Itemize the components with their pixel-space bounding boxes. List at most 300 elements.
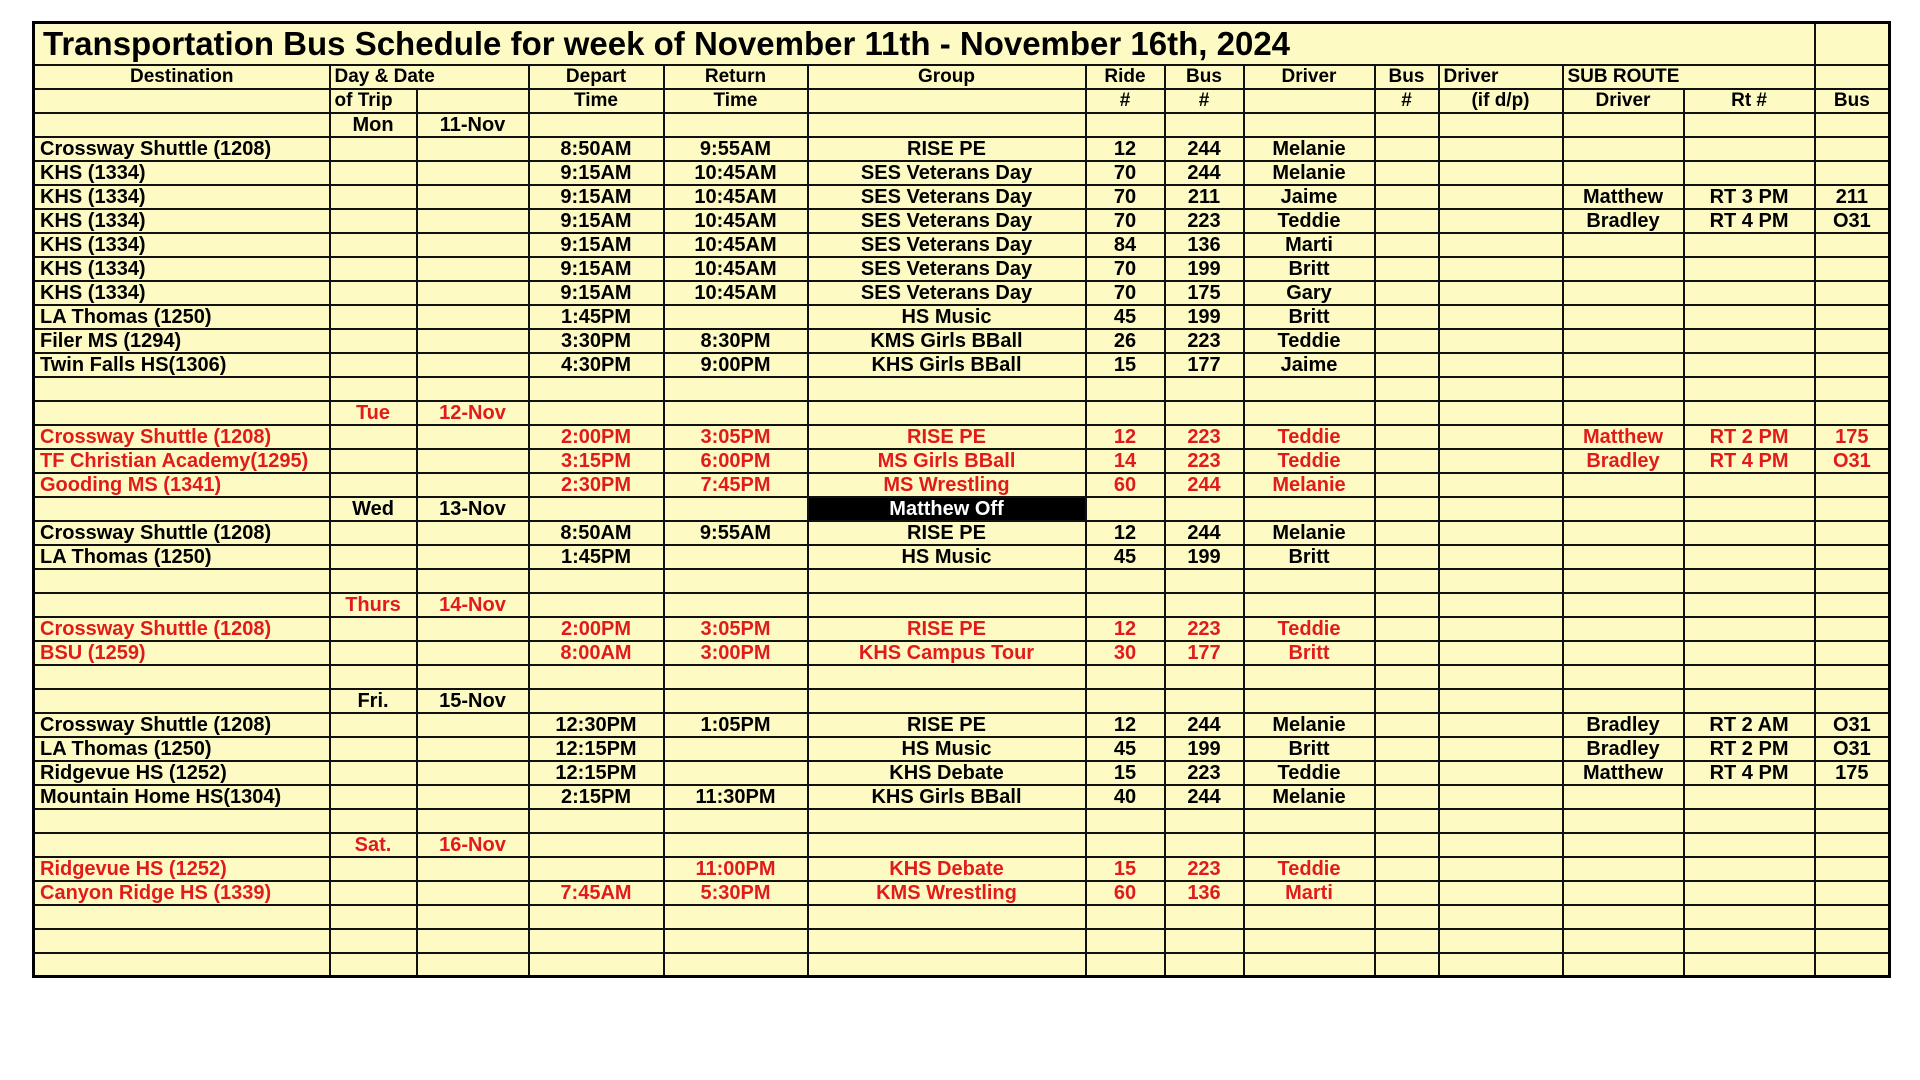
cell-sub-driver [1563, 617, 1684, 641]
cell-driver-2 [1439, 353, 1563, 377]
cell-destination-blank [34, 689, 330, 713]
cell-ride: 84 [1086, 233, 1165, 257]
cell-driver-2 [1439, 425, 1563, 449]
cell-sub-bus [1815, 329, 1890, 353]
trip-row [34, 161, 1890, 185]
spacer-row [34, 377, 1890, 401]
cell-day [330, 209, 417, 233]
cell-sub-driver-blank [1563, 569, 1684, 593]
cell-bus-2 [1375, 257, 1439, 281]
cell-sub-rt [1684, 641, 1815, 665]
cell-return: 11:00PM [664, 857, 808, 881]
cell-driver-2-blank [1439, 377, 1563, 401]
cell-driver-blank [1244, 905, 1375, 929]
cell-sub-rt: RT 4 PM [1684, 761, 1815, 785]
cell-depart: 12:30PM [529, 713, 664, 737]
cell-driver: Gary [1244, 281, 1375, 305]
cell-ride-blank [1086, 401, 1165, 425]
cell-driver-2 [1439, 185, 1563, 209]
cell-sub-driver: Bradley [1563, 449, 1684, 473]
cell-destination-blank [34, 809, 330, 833]
schedule-table [32, 21, 1891, 978]
cell-date [417, 209, 529, 233]
cell-driver: Melanie [1244, 713, 1375, 737]
cell-group: SES Veterans Day [808, 161, 1086, 185]
cell-group-blank [808, 929, 1086, 953]
header-row-2 [34, 89, 1890, 113]
cell-destination: Crossway Shuttle (1208) [34, 617, 330, 641]
cell-day [330, 617, 417, 641]
cell-sub-rt-blank [1684, 569, 1815, 593]
cell-depart: 9:15AM [529, 257, 664, 281]
cell-destination: Crossway Shuttle (1208) [34, 425, 330, 449]
cell-sub-driver [1563, 257, 1684, 281]
cell-group: SES Veterans Day [808, 185, 1086, 209]
cell-destination-blank [34, 497, 330, 521]
cell-sub-driver: Bradley [1563, 737, 1684, 761]
schedule-title: Transportation Bus Schedule for week of November 11th - November 16th, 2024 [34, 23, 1815, 65]
cell-date [417, 425, 529, 449]
cell-driver-2-blank [1439, 953, 1563, 977]
cell-sub-bus-blank [1815, 905, 1890, 929]
cell-group: RISE PE [808, 425, 1086, 449]
cell-sub-rt [1684, 233, 1815, 257]
date-label: 12-Nov [417, 401, 529, 425]
day-header-row [34, 401, 1890, 425]
cell-driver-blank [1244, 833, 1375, 857]
cell-bus: 244 [1165, 161, 1244, 185]
cell-sub-driver-blank [1563, 113, 1684, 137]
day-label: Thurs [330, 593, 417, 617]
cell-driver: Teddie [1244, 449, 1375, 473]
cell-bus: 136 [1165, 233, 1244, 257]
header-blank-3 [808, 89, 1086, 113]
cell-depart-blank [529, 401, 664, 425]
cell-driver-2 [1439, 785, 1563, 809]
cell-driver: Britt [1244, 641, 1375, 665]
cell-day [330, 425, 417, 449]
cell-bus-2 [1375, 857, 1439, 881]
cell-sub-driver [1563, 473, 1684, 497]
cell-depart: 1:45PM [529, 305, 664, 329]
cell-ride-blank [1086, 593, 1165, 617]
cell-bus-2-blank [1375, 833, 1439, 857]
bus-schedule-sheet [32, 21, 1888, 1041]
cell-sub-driver-blank [1563, 665, 1684, 689]
cell-sub-rt-blank [1684, 377, 1815, 401]
day-label: Mon [330, 113, 417, 137]
day-header-row [34, 689, 1890, 713]
cell-sub-bus: O31 [1815, 713, 1890, 737]
cell-sub-driver-blank [1563, 905, 1684, 929]
cell-return-blank [664, 401, 808, 425]
cell-sub-rt [1684, 545, 1815, 569]
cell-date-blank [417, 905, 529, 929]
cell-bus-2 [1375, 329, 1439, 353]
cell-bus-blank [1165, 569, 1244, 593]
cell-sub-driver-blank [1563, 809, 1684, 833]
cell-bus: 244 [1165, 473, 1244, 497]
cell-depart: 9:15AM [529, 185, 664, 209]
cell-driver: Jaime [1244, 353, 1375, 377]
cell-return-blank [664, 689, 808, 713]
cell-depart-blank [529, 377, 664, 401]
cell-driver-blank [1244, 665, 1375, 689]
cell-day [330, 641, 417, 665]
cell-ride-blank [1086, 809, 1165, 833]
empty-row [34, 905, 1890, 929]
header-return: Return [664, 65, 808, 89]
date-label: 14-Nov [417, 593, 529, 617]
cell-sub-driver: Bradley [1563, 713, 1684, 737]
cell-driver: Melanie [1244, 785, 1375, 809]
cell-group: SES Veterans Day [808, 281, 1086, 305]
cell-date [417, 617, 529, 641]
header-group: Group [808, 65, 1086, 89]
cell-sub-driver-blank [1563, 833, 1684, 857]
cell-driver-2 [1439, 137, 1563, 161]
cell-return: 10:45AM [664, 209, 808, 233]
spacer-row [34, 569, 1890, 593]
cell-bus: 244 [1165, 521, 1244, 545]
header-ride-number: # [1086, 89, 1165, 113]
cell-day-blank [330, 665, 417, 689]
cell-destination: Crossway Shuttle (1208) [34, 713, 330, 737]
cell-ride: 70 [1086, 209, 1165, 233]
cell-date [417, 233, 529, 257]
cell-ride: 45 [1086, 737, 1165, 761]
cell-group-blank [808, 833, 1086, 857]
cell-day-blank [330, 377, 417, 401]
cell-sub-driver-blank [1563, 401, 1684, 425]
spacer-row [34, 809, 1890, 833]
header-driver-2: Driver [1439, 65, 1563, 89]
cell-driver-blank [1244, 113, 1375, 137]
cell-sub-rt-blank [1684, 665, 1815, 689]
cell-group-blank [808, 809, 1086, 833]
cell-bus-2 [1375, 161, 1439, 185]
empty-row [34, 929, 1890, 953]
cell-bus: 199 [1165, 257, 1244, 281]
cell-return-blank [664, 593, 808, 617]
cell-bus: 177 [1165, 641, 1244, 665]
cell-bus-blank [1165, 689, 1244, 713]
cell-return: 10:45AM [664, 281, 808, 305]
cell-depart: 3:15PM [529, 449, 664, 473]
cell-ride: 70 [1086, 161, 1165, 185]
trip-row [34, 761, 1890, 785]
cell-destination: Twin Falls HS(1306) [34, 353, 330, 377]
cell-destination: KHS (1334) [34, 233, 330, 257]
day-note: Matthew Off [808, 497, 1086, 521]
cell-destination: LA Thomas (1250) [34, 545, 330, 569]
cell-sub-rt-blank [1684, 905, 1815, 929]
cell-bus-2-blank [1375, 497, 1439, 521]
cell-bus-2 [1375, 545, 1439, 569]
cell-bus-blank [1165, 593, 1244, 617]
cell-destination-blank [34, 665, 330, 689]
cell-group-blank [808, 689, 1086, 713]
cell-return: 6:00PM [664, 449, 808, 473]
cell-driver: Teddie [1244, 617, 1375, 641]
cell-driver-2 [1439, 761, 1563, 785]
cell-date [417, 161, 529, 185]
cell-ride: 70 [1086, 185, 1165, 209]
cell-bus-2 [1375, 761, 1439, 785]
cell-bus-2-blank [1375, 569, 1439, 593]
cell-date [417, 281, 529, 305]
cell-driver-2-blank [1439, 497, 1563, 521]
cell-bus-blank [1165, 497, 1244, 521]
cell-bus-blank [1165, 953, 1244, 977]
cell-sub-bus-blank [1815, 953, 1890, 977]
cell-driver-blank [1244, 929, 1375, 953]
cell-bus-2-blank [1375, 377, 1439, 401]
cell-date [417, 881, 529, 905]
cell-sub-rt-blank [1684, 593, 1815, 617]
cell-driver-2 [1439, 305, 1563, 329]
cell-date [417, 857, 529, 881]
cell-driver-2 [1439, 641, 1563, 665]
cell-date [417, 305, 529, 329]
cell-day [330, 137, 417, 161]
day-label: Sat. [330, 833, 417, 857]
cell-group: HS Music [808, 545, 1086, 569]
cell-ride: 60 [1086, 473, 1165, 497]
cell-day [330, 545, 417, 569]
cell-sub-rt [1684, 785, 1815, 809]
cell-sub-rt: RT 4 PM [1684, 449, 1815, 473]
cell-driver: Melanie [1244, 521, 1375, 545]
cell-bus-2-blank [1375, 665, 1439, 689]
header-blank-2 [417, 89, 529, 113]
cell-bus-blank [1165, 665, 1244, 689]
cell-sub-rt [1684, 617, 1815, 641]
trip-row [34, 545, 1890, 569]
cell-sub-rt: RT 2 AM [1684, 713, 1815, 737]
cell-day [330, 785, 417, 809]
cell-return: 10:45AM [664, 257, 808, 281]
cell-sub-bus [1815, 161, 1890, 185]
cell-driver-2 [1439, 881, 1563, 905]
day-label: Fri. [330, 689, 417, 713]
cell-depart-blank [529, 689, 664, 713]
cell-group: KHS Girls BBall [808, 785, 1086, 809]
cell-sub-bus-blank [1815, 569, 1890, 593]
cell-sub-driver-blank [1563, 497, 1684, 521]
cell-driver-2 [1439, 521, 1563, 545]
cell-depart-blank [529, 569, 664, 593]
cell-sub-driver [1563, 857, 1684, 881]
cell-bus-2 [1375, 881, 1439, 905]
cell-driver-blank [1244, 401, 1375, 425]
cell-sub-bus-blank [1815, 113, 1890, 137]
cell-day [330, 521, 417, 545]
cell-sub-bus [1815, 785, 1890, 809]
cell-return: 10:45AM [664, 233, 808, 257]
cell-destination: LA Thomas (1250) [34, 305, 330, 329]
trip-row [34, 521, 1890, 545]
cell-destination: Ridgevue HS (1252) [34, 857, 330, 881]
cell-driver: Teddie [1244, 761, 1375, 785]
cell-group: HS Music [808, 737, 1086, 761]
cell-sub-driver [1563, 329, 1684, 353]
cell-sub-bus-blank [1815, 929, 1890, 953]
cell-driver: Jaime [1244, 185, 1375, 209]
cell-bus-2 [1375, 449, 1439, 473]
cell-day [330, 449, 417, 473]
cell-depart: 9:15AM [529, 209, 664, 233]
cell-sub-driver [1563, 137, 1684, 161]
header-ride: Ride [1086, 65, 1165, 89]
cell-driver: Britt [1244, 737, 1375, 761]
cell-bus-blank [1165, 401, 1244, 425]
cell-bus: 223 [1165, 425, 1244, 449]
cell-sub-bus [1815, 521, 1890, 545]
cell-depart: 2:30PM [529, 473, 664, 497]
cell-ride-blank [1086, 113, 1165, 137]
cell-bus-2 [1375, 641, 1439, 665]
cell-sub-rt-blank [1684, 497, 1815, 521]
cell-return-blank [664, 665, 808, 689]
cell-bus: 175 [1165, 281, 1244, 305]
cell-driver-2 [1439, 857, 1563, 881]
cell-ride: 12 [1086, 617, 1165, 641]
cell-driver-2-blank [1439, 401, 1563, 425]
cell-sub-rt-blank [1684, 809, 1815, 833]
cell-sub-driver: Matthew [1563, 425, 1684, 449]
cell-driver: Melanie [1244, 137, 1375, 161]
cell-group-blank [808, 593, 1086, 617]
cell-group: SES Veterans Day [808, 209, 1086, 233]
cell-destination: Filer MS (1294) [34, 329, 330, 353]
cell-sub-rt [1684, 305, 1815, 329]
cell-bus-2-blank [1375, 401, 1439, 425]
cell-driver: Marti [1244, 881, 1375, 905]
cell-group: MS Girls BBall [808, 449, 1086, 473]
cell-date [417, 641, 529, 665]
cell-ride: 12 [1086, 521, 1165, 545]
cell-destination-blank [34, 401, 330, 425]
cell-sub-driver-blank [1563, 929, 1684, 953]
cell-bus-2 [1375, 425, 1439, 449]
cell-depart-blank [529, 953, 664, 977]
trip-row [34, 209, 1890, 233]
cell-group-blank [808, 401, 1086, 425]
cell-sub-driver [1563, 545, 1684, 569]
cell-group-blank [808, 113, 1086, 137]
cell-destination: Crossway Shuttle (1208) [34, 521, 330, 545]
cell-group-blank [808, 665, 1086, 689]
cell-depart: 2:00PM [529, 425, 664, 449]
cell-sub-rt [1684, 329, 1815, 353]
cell-sub-bus: O31 [1815, 737, 1890, 761]
cell-destination-blank [34, 929, 330, 953]
cell-bus-2-blank [1375, 593, 1439, 617]
cell-day-blank [330, 929, 417, 953]
cell-bus-2 [1375, 713, 1439, 737]
cell-group: RISE PE [808, 521, 1086, 545]
cell-day [330, 713, 417, 737]
cell-bus-2-blank [1375, 905, 1439, 929]
cell-sub-bus [1815, 281, 1890, 305]
cell-depart: 4:30PM [529, 353, 664, 377]
cell-ride: 15 [1086, 857, 1165, 881]
cell-day [330, 881, 417, 905]
cell-group: RISE PE [808, 137, 1086, 161]
cell-sub-bus [1815, 137, 1890, 161]
cell-ride: 15 [1086, 353, 1165, 377]
cell-date-blank [417, 953, 529, 977]
cell-driver-2 [1439, 161, 1563, 185]
cell-driver: Teddie [1244, 209, 1375, 233]
cell-sub-driver [1563, 353, 1684, 377]
header-sub-driver: Driver [1563, 89, 1684, 113]
cell-bus-2 [1375, 305, 1439, 329]
cell-sub-bus [1815, 257, 1890, 281]
cell-sub-bus [1815, 881, 1890, 905]
cell-driver: Britt [1244, 545, 1375, 569]
cell-ride-blank [1086, 665, 1165, 689]
cell-sub-rt [1684, 521, 1815, 545]
cell-date-blank [417, 377, 529, 401]
cell-ride: 60 [1086, 881, 1165, 905]
cell-driver-2-blank [1439, 905, 1563, 929]
cell-date [417, 713, 529, 737]
trip-row [34, 785, 1890, 809]
cell-sub-driver [1563, 233, 1684, 257]
cell-date [417, 521, 529, 545]
date-label: 11-Nov [417, 113, 529, 137]
cell-bus: 244 [1165, 137, 1244, 161]
cell-driver-2-blank [1439, 809, 1563, 833]
cell-destination: Mountain Home HS(1304) [34, 785, 330, 809]
trip-row [34, 329, 1890, 353]
cell-destination-blank [34, 953, 330, 977]
cell-driver-2 [1439, 257, 1563, 281]
cell-driver-blank [1244, 953, 1375, 977]
date-label: 16-Nov [417, 833, 529, 857]
cell-driver-2 [1439, 617, 1563, 641]
cell-destination: TF Christian Academy(1295) [34, 449, 330, 473]
cell-ride: 14 [1086, 449, 1165, 473]
cell-sub-bus [1815, 545, 1890, 569]
cell-return: 9:00PM [664, 353, 808, 377]
cell-return [664, 545, 808, 569]
cell-sub-driver-blank [1563, 377, 1684, 401]
header-depart: Depart [529, 65, 664, 89]
cell-day [330, 737, 417, 761]
cell-destination: LA Thomas (1250) [34, 737, 330, 761]
cell-driver-2 [1439, 545, 1563, 569]
cell-driver-blank [1244, 593, 1375, 617]
cell-sub-driver: Matthew [1563, 761, 1684, 785]
trip-row [34, 449, 1890, 473]
cell-sub-driver-blank [1563, 953, 1684, 977]
cell-depart-blank [529, 497, 664, 521]
trip-row [34, 857, 1890, 881]
cell-sub-bus [1815, 233, 1890, 257]
cell-sub-bus: 175 [1815, 425, 1890, 449]
header-spare [1815, 65, 1890, 89]
cell-sub-bus-blank [1815, 377, 1890, 401]
trip-row [34, 233, 1890, 257]
cell-date [417, 329, 529, 353]
cell-group: KHS Girls BBall [808, 353, 1086, 377]
cell-destination: Crossway Shuttle (1208) [34, 137, 330, 161]
cell-sub-bus [1815, 305, 1890, 329]
title-spare-cell [1815, 23, 1890, 65]
